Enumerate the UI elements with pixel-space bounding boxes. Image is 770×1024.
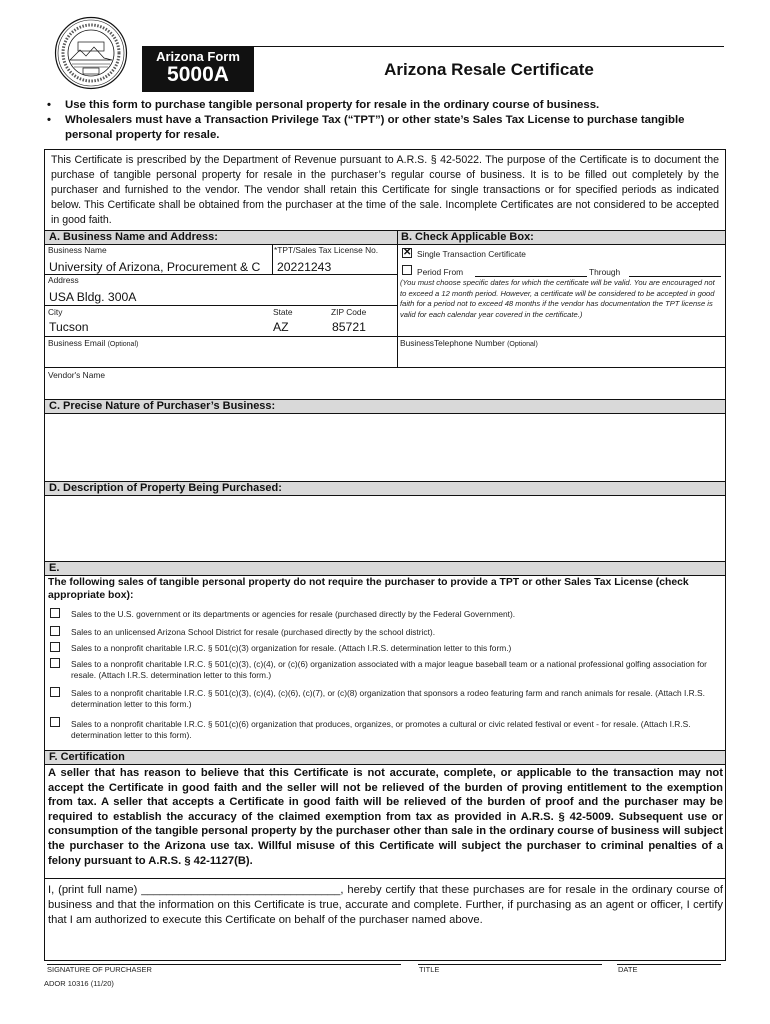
divider	[272, 244, 273, 274]
arizona-state-seal	[54, 16, 128, 90]
city-label: City	[48, 307, 63, 317]
form-number: 5000A	[167, 63, 229, 86]
title-label: TITLE	[419, 965, 440, 974]
through-label: Through	[589, 267, 621, 277]
form-label: Arizona Form	[156, 49, 240, 64]
exemption-text-6: Sales to a nonprofit charitable I.R.C. § 501(c)(6) organization that produces, organizes, or promotes a cultural or civic related festival or event - for resale. (Attach I.R.S. determination letter to this form).	[71, 719, 691, 740]
exemption-text-4: Sales to a nonprofit charitable I.R.C. § 501(c)(3), (c)(4), or (c)(6) organization associated with a major league baseball team or a national professional golfing association for resale. (Attach I.R.S. determination letter to this form.)	[71, 659, 707, 680]
exemption-text-5: Sales to a nonprofit charitable I.R.C. § 501(c)(3), (c)(4), (c)(6), (c)(7), or (c)(8) organization that sponsors a rodeo featuring farm and ranch animals for resale. (Attach I.R.S. determination letter to this form.)	[71, 688, 705, 709]
business-name-field[interactable]: University of Arizona, Procurement & C	[49, 260, 261, 274]
divider	[45, 764, 725, 765]
property-description-field[interactable]	[48, 498, 722, 558]
section-c-title: C. Precise Nature of Purchaser’s Business:	[49, 400, 276, 412]
exemption-text-3: Sales to a nonprofit charitable I.R.C. § 501(c)(3) organization for resale. (Attach I.R.S. determination letter to this form.)	[71, 643, 512, 653]
divider	[45, 750, 725, 751]
divider	[45, 305, 397, 306]
business-email-field[interactable]	[48, 348, 396, 366]
section-e-title: E.	[49, 562, 60, 574]
single-transaction-label: Single Transaction Certificate	[417, 249, 526, 259]
exemption-checkbox-5[interactable]	[50, 687, 60, 697]
divider	[45, 495, 725, 496]
section-f-title: F. Certification	[49, 751, 125, 763]
business-email-label: Business Email (Optional)	[48, 338, 139, 348]
date-label: DATE	[618, 965, 638, 974]
intro-paragraph: This Certificate is prescribed by the Department of Revenue pursuant to A.R.S. § 42-5022. The purpose of the Certificate is to document the purchase of tangible personal property for resale in the purchaser’s regular course of business. It is to be filled out completely by the purchaser and furnished to the vendor. The vendor shall retain this Certificate for single transactions or for specified periods as indicated below. This Certificate shall be obtained from the purchaser at the time of the sale. Incomplete Certificates are not considered to be accepted in good faith.	[51, 154, 719, 226]
section-e-intro: The following sales of tangible personal property do not require the purchaser to provide a TPT or other Sales Tax License (check appropriate box):	[48, 577, 689, 601]
period-from-line[interactable]	[475, 276, 587, 277]
bullet-item: • Wholesalers must have a Transaction Privilege Tax (“TPT”) or other state’s Sales Tax License to purchase tangible personal property for resale.	[45, 113, 725, 143]
license-number-field[interactable]: 20221243	[277, 260, 332, 274]
divider	[45, 336, 725, 337]
header-rule	[254, 46, 724, 47]
business-phone-field[interactable]	[400, 348, 722, 366]
city-field[interactable]: Tucson	[49, 320, 89, 334]
vendor-name-field[interactable]	[48, 382, 722, 398]
form-number-badge	[142, 46, 254, 92]
state-field[interactable]: AZ	[273, 320, 289, 334]
exemption-checkbox-1[interactable]	[50, 608, 60, 618]
through-line[interactable]	[629, 276, 721, 277]
divider	[45, 561, 725, 562]
exemption-checkbox-6[interactable]	[50, 717, 60, 727]
divider	[45, 413, 725, 414]
section-b-title: B. Check Applicable Box:	[401, 231, 534, 243]
period-checkbox[interactable]	[402, 265, 412, 275]
section-d-title: D. Description of Property Being Purchased:	[49, 482, 282, 494]
address-field[interactable]: USA Bldg. 300A	[49, 290, 137, 304]
instruction-bullets	[45, 98, 725, 143]
single-transaction-checkbox[interactable]: ✕	[403, 247, 412, 258]
certification-statement: I, (print full name) ________________________________, hereby certify that these purchases are for resale in the ordinary course of business and that the information on this Certificate is true, accurate and complete. Further, if purchasing as an agent or officer, I certify that I am authorized to execute this Certificate on behalf of the purchaser named above.	[48, 884, 723, 926]
page-title: Arizona Resale Certificate	[384, 60, 594, 79]
exemption-checkbox-4[interactable]	[50, 658, 60, 668]
address-label: Address	[48, 275, 79, 285]
license-label: *TPT/Sales Tax License No.	[274, 245, 379, 255]
period-from-label: Period From	[417, 267, 464, 277]
exemption-text-2: Sales to an unlicensed Arizona School District for resale (purchased directly by the school district).	[71, 627, 436, 637]
state-label: State	[273, 307, 293, 317]
bullet-item: • Use this form to purchase tangible personal property for resale in the ordinary course of business.	[45, 98, 725, 113]
certification-warning: A seller that has reason to believe that this Certificate is not accurate, complete, or applicable to the transaction may not accept the Certificate in good faith and the seller will not be relieved of the burden of proving entitlement to the exemption from tax. A seller that accepts a Certificate in good faith will be relieved of the burden of proof and the purchaser may be required to establish the accuracy of the claimed exemption from tax as provided in A.R.S. § 42-5009. Subsequent use or consumption of the tangible personal property by the purchaser other than sale in the ordinary course of business will subject the purchaser to the Arizona use tax. Willful misuse of this Certificate will subject the purchaser to criminal penalties of a felony pursuant to A.R.S. § 42-1127(B).	[48, 767, 723, 867]
zip-field[interactable]: 85721	[332, 320, 366, 334]
divider	[45, 274, 397, 275]
exemption-checkbox-3[interactable]	[50, 642, 60, 652]
certificate-frame	[44, 149, 726, 961]
business-name-label: Business Name	[48, 245, 107, 255]
exemption-text-1: Sales to the U.S. government or its departments or agencies for resale (purchased directly by the Federal Government).	[71, 609, 516, 619]
divider	[45, 575, 725, 576]
section-e-band	[45, 561, 725, 575]
divider	[45, 367, 725, 368]
form-footer-code: ADOR 10316 (11/20)	[44, 979, 114, 988]
zip-label: ZIP Code	[331, 307, 367, 317]
vendor-name-label: Vendor's Name	[48, 370, 105, 380]
exemption-checkbox-2[interactable]	[50, 626, 60, 636]
signature-label: SIGNATURE OF PURCHASER	[47, 965, 152, 974]
business-phone-label: BusinessTelephone Number (Optional)	[400, 338, 538, 348]
divider	[45, 878, 725, 879]
section-a-title: A. Business Name and Address:	[49, 231, 218, 243]
purchaser-business-field[interactable]	[48, 416, 722, 478]
period-note: (You must choose specific dates for which the certificate will be valid. You are encouraged not to exceed a 12 month period. However, a certificate will be considered to be accepted in good faith for a period not to exceed 48 months if the vendor has documentation the TPT license is valid for each calendar year covered in the certificate.)	[400, 278, 715, 319]
title-line[interactable]	[418, 964, 602, 965]
section-f-band	[45, 750, 725, 764]
